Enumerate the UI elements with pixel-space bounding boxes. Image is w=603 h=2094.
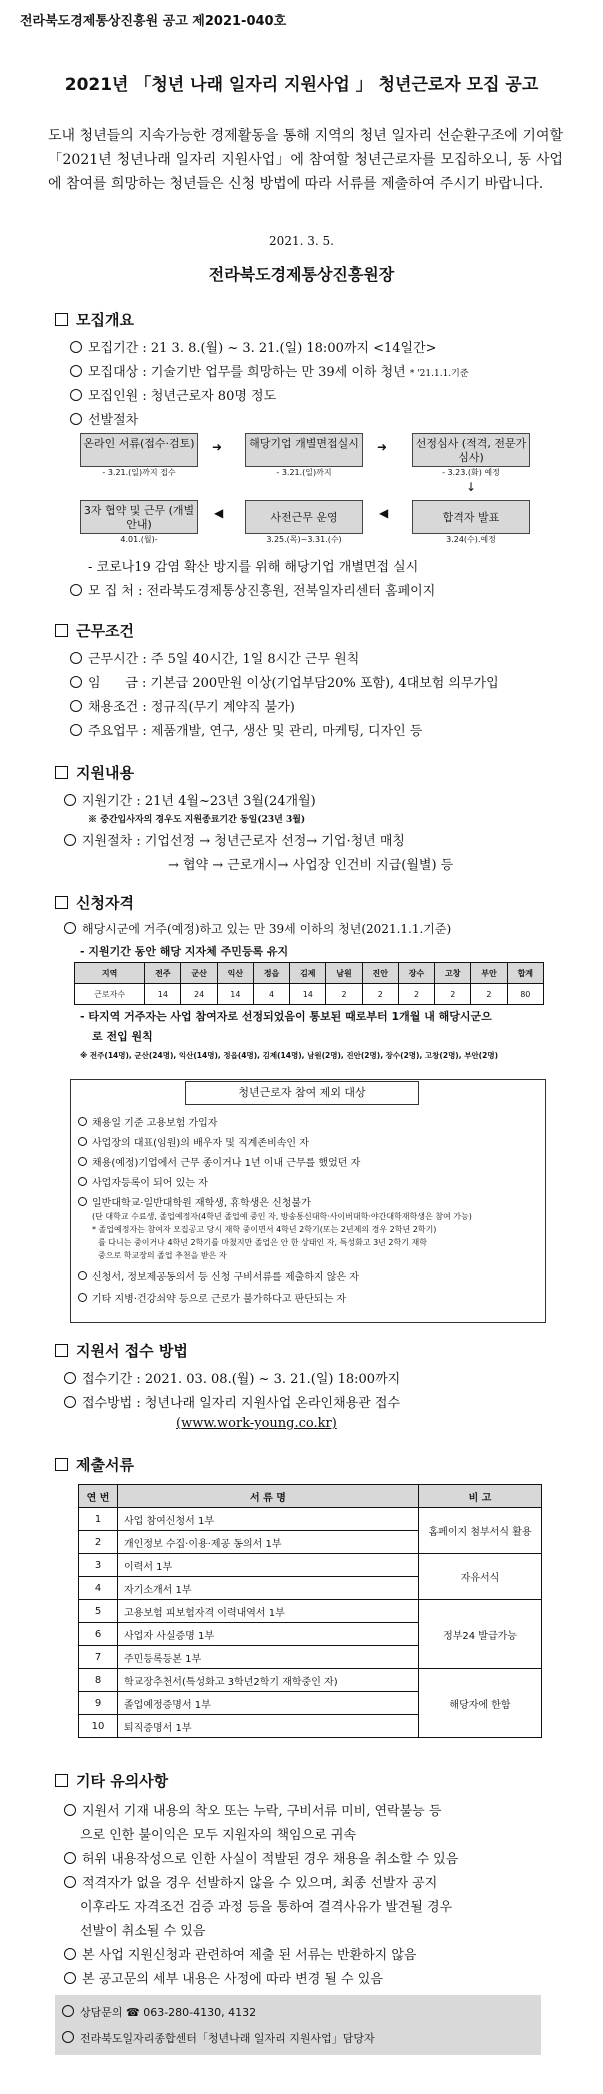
table-cell: 2 [435, 984, 471, 1005]
condition-hours: 근무시간 : 주 5일 40시간, 1일 8시간 근무 원칙 [70, 648, 359, 667]
flow-step-agreement-note: 4.01.(월)- [120, 535, 158, 544]
flow-step-interview: 해당기업 개별면접실시 [245, 433, 363, 467]
table-row [75, 984, 544, 1005]
table-row: 2 개인정보 수집·이용·제공 동의서 1부 [79, 1531, 542, 1554]
section-documents: 제출서류 [55, 1454, 134, 1475]
page-title: 2021년 「청년 나래 일자리 지원사업 」 청년근로자 모집 공고 [64, 75, 539, 95]
note-item: 허위 내용작성으로 인한 사실이 적발된 경우 채용을 취소할 수 있음 [64, 1848, 458, 1867]
section-recruit-overview: 모집개요 [55, 309, 134, 330]
support-period-note: ※ 중간입사자의 경우도 지원종료기간 동일(23년 3월) [88, 815, 306, 825]
remark-cell: 자유서식 [419, 1554, 542, 1600]
table-header-cell: 정읍 [253, 963, 289, 984]
support-process-cont: → 협약 → 근로개시→ 사업장 인건비 지급(월별) 등 [168, 858, 454, 873]
arrow-right-icon: ➜ [377, 440, 388, 454]
table-header-cell: 부안 [471, 963, 507, 984]
exclusion-note: (단 대학교 수료생, 졸업예정자(4학년 졸업예 중인 자, 방송통신대학·사이버대학·야간대학재학생은 참여 가능) [92, 1212, 472, 1221]
table-cell: 14 [145, 984, 181, 1005]
table-cell: 근로자수 [75, 984, 145, 1005]
table-row: 3 이력서 1부 자유서식 [79, 1554, 542, 1577]
notice-number: 전라북도경제통상진흥원 공고 제2021-040호 [20, 14, 287, 29]
table-header-cell: 비 고 [419, 1485, 542, 1508]
eligibility-relocation-cont: 로 전입 원칙 [92, 1030, 153, 1043]
table-header-cell: 합계 [507, 963, 543, 984]
table-row: 10 퇴직증명서 1부 [79, 1715, 542, 1738]
support-period: 지원기간 : 21년 4월~23년 3월(24개월) [64, 790, 316, 809]
table-cell: 14 [290, 984, 326, 1005]
flow-step-online-note: - 3.21.(일)까지 접수 [102, 468, 176, 477]
table-cell: 80 [507, 984, 543, 1005]
table-header-cell: 연 번 [79, 1485, 118, 1508]
section-work-conditions: 근무조건 [55, 620, 134, 641]
exclusion-item: 일반대학교·일반대학원 재학생, 휴학생은 신청불가 [78, 1194, 311, 1209]
table-header-cell: 서 류 명 [118, 1485, 419, 1508]
note-item: 본 공고문의 세부 내용은 사정에 따라 변경 될 수 있음 [64, 1968, 383, 1987]
exclusion-item: 채용일 기준 고용보험 가입자 [78, 1114, 217, 1129]
eligibility-relocation: - 타지역 거주자는 사업 참여자로 선정되었음이 통보된 때로부터 1개월 내 해당시군으 [80, 1010, 492, 1023]
note-item-cont: 선발이 취소될 수 있음 [80, 1924, 206, 1939]
application-period: 접수기간 : 2021. 03. 08.(월) ~ 3. 21.(일) 18:00까지 [64, 1368, 400, 1387]
flow-step-review: 선정심사 (적격, 전문가심사) [412, 433, 530, 467]
section-application: 지원서 접수 방법 [55, 1340, 188, 1361]
arrow-down-icon: ↓ [466, 480, 477, 494]
eligibility-region-counts: ※ 전주(14명), 군산(24명), 익산(14명), 정읍(4명), 김제(14명), 남원(2명), 진안(2명), 장수(2명), 고창(2명), 부안(2명) [80, 1051, 499, 1060]
recruit-count: 모집인원 : 청년근로자 80명 정도 [70, 385, 276, 404]
table-cell: 2 [398, 984, 434, 1005]
table-header-cell: 군산 [181, 963, 217, 984]
flow-step-interview-note: - 3.21.(일)까지 [276, 468, 332, 477]
table-header-cell: 익산 [217, 963, 253, 984]
section-support: 지원내용 [55, 762, 134, 783]
arrow-right-icon: ➜ [212, 440, 223, 454]
exclusion-note: 를 다니는 중이거나 4학년 2학기를 마쳤지만 졸업은 안 한 상태인 자, 특성화고 3년 2학기 재학 [98, 1238, 427, 1247]
table-cell: 2 [326, 984, 362, 1005]
condition-employment: 채용조건 : 정규직(무기 계약직 불가) [70, 696, 295, 715]
table-header-cell: 전주 [145, 963, 181, 984]
table-cell: 2 [471, 984, 507, 1005]
section-notes: 기타 유의사항 [55, 1770, 168, 1791]
table-header-row [75, 963, 544, 984]
exclusion-note: * 졸업예정자는 참여자 모집공고 당시 재학 중이면서 4학년 2학기(또는 2년제의 경우 2학년 2학기) [92, 1225, 437, 1234]
table-row: 9 졸업예정증명서 1부 [79, 1692, 542, 1715]
intro-paragraph: 도내 청년들의 지속가능한 경제활동을 통해 지역의 청년 일자리 선순환구조에 기여할 「2021년 청년나래 일자리 지원사업」에 참여할 청년근로자를 모집하오니, 동 사업에 참여를 희망하는 청년들은 신청 방법에 따라 서류를 제출하여 주시기 바랍니다. [48, 128, 563, 192]
flow-step-agreement: 3자 협약 및 근무 (개별안내) [80, 500, 198, 534]
flow-step-announce: 합격자 발표 [412, 500, 530, 534]
region-quota-table [74, 962, 544, 1005]
exclusion-item: 사업장의 대표(임원)의 배우자 및 직계존비속인 자 [78, 1134, 309, 1149]
table-header-cell: 지역 [75, 963, 145, 984]
application-url-link[interactable]: (www.work-young.co.kr) [176, 1416, 337, 1431]
exclusion-title: 청년근로자 참여 제외 대상 [185, 1081, 419, 1105]
application-method: 접수방법 : 청년나래 일자리 지원사업 온라인채용관 접수 [64, 1392, 400, 1411]
table-row: 5 고용보험 피보험자격 이력내역서 1부 정부24 발급가능 [79, 1600, 542, 1623]
recruit-period: 모집기간 : 21 3. 8.(월) ~ 3. 21.(일) 18:00까지 <14일간> [70, 337, 437, 356]
documents-table [78, 1484, 542, 1738]
table-cell: 2 [362, 984, 398, 1005]
exclusion-item: 채용(예정)기업에서 근무 종이거나 1년 이내 근무를 했었던 자 [78, 1154, 360, 1169]
arrow-left-icon: ◀ [379, 506, 389, 520]
remark-cell: 홈페이지 첨부서식 활용 [419, 1508, 542, 1554]
table-header-cell: 장수 [398, 963, 434, 984]
exclusion-note: 중으로 학교장의 졸업 추천을 받은 자 [98, 1251, 227, 1260]
note-item: 지원서 기재 내용의 착오 또는 누락, 구비서류 미비, 연락불능 등 [64, 1800, 441, 1819]
flow-step-online: 온라인 서류(접수·검토) [80, 433, 198, 467]
table-header-cell: 진안 [362, 963, 398, 984]
table-header-cell: 고창 [435, 963, 471, 984]
announcement-date: 2021. 3. 5. [269, 234, 334, 248]
arrow-left-icon: ◀ [214, 506, 224, 520]
table-header-row [79, 1485, 542, 1508]
exclusion-item: 신청서, 정보제공동의서 등 신청 구비서류를 제출하지 않은 자 [78, 1268, 359, 1283]
note-item: 본 사업 지원신청과 관련하여 제출 된 서류는 반환하지 않음 [64, 1944, 416, 1963]
table-row: 7 주민등록등본 1부 [79, 1646, 542, 1669]
covid-note: - 코로나19 감염 확산 방지를 위해 해당기업 개별면접 실시 [88, 560, 419, 575]
table-header-cell: 김제 [290, 963, 326, 984]
condition-wage: 임 금 : 기본급 200만원 이상(기업부담20% 포함), 4대보험 의무가입 [70, 672, 499, 691]
note-item-cont: 으로 인한 불이익은 모두 지원자의 책임으로 귀속 [80, 1828, 356, 1843]
flow-step-announce-note: 3.24(수).예정 [446, 535, 496, 544]
remark-cell: 정부24 발급가능 [419, 1600, 542, 1669]
table-row: 4 자기소개서 1부 [79, 1577, 542, 1600]
flow-step-review-note: - 3.23.(화) 예정 [442, 468, 500, 477]
condition-duties: 주요업무 : 제품개발, 연구, 생산 및 관리, 마케팅, 디자인 등 [70, 720, 422, 739]
remark-cell: 해당자에 한함 [419, 1669, 542, 1738]
support-process: 지원절차 : 기업선정 → 청년근로자 선정→ 기업·청년 매칭 [64, 830, 405, 849]
recruit-target: 모집대상 : 기술기반 업무를 희망하는 만 39세 이하 청년 * '21.1.1.기준 [70, 361, 469, 380]
section-eligibility: 신청자격 [55, 892, 134, 913]
eligibility-registration: - 지원기간 동안 해당 지자체 주민등록 유지 [80, 945, 289, 958]
flow-step-pre-work: 사전근무 운영 [245, 500, 363, 534]
note-item: 적격자가 없을 경우 선발하지 않을 수 있으며, 최종 선발자 공지 [64, 1872, 437, 1891]
contact-phone: 상담문의 ☎ 063-280-4130, 4132 [62, 2004, 256, 2020]
table-row: 1 사업 참여신청서 1부 홈페이지 첨부서식 활용 [79, 1508, 542, 1531]
table-cell: 14 [217, 984, 253, 1005]
contact-department: 전라북도일자리종합센터「청년나래 일자리 지원사업」담당자 [62, 2030, 375, 2046]
table-cell: 4 [253, 984, 289, 1005]
eligibility-residence: 해당시군에 거주(예정)하고 있는 만 39세 이하의 청년(2021.1.1.기준) [64, 920, 451, 937]
issuer: 전라북도경제통상진흥원장 [208, 265, 395, 284]
exclusion-item: 사업자등록이 되어 있는 자 [78, 1174, 208, 1189]
table-row: 8 학교장추천서(특성화고 3학년2학기 재학중인 자) 해당자에 한함 [79, 1669, 542, 1692]
flow-step-pre-work-note: 3.25.(목)~3.31.(수) [266, 535, 342, 544]
table-header-cell: 남원 [326, 963, 362, 984]
exclusion-item: 기타 지병·건강쇠약 등으로 근로가 불가하다고 판단되는 자 [78, 1290, 346, 1305]
table-cell: 24 [181, 984, 217, 1005]
recruit-office: 모 집 처 : 전라북도경제통상진흥원, 전북일자리센터 홈페이지 [70, 580, 435, 599]
table-row: 6 사업자 사실증명 1부 [79, 1623, 542, 1646]
selection-process-label: 선발절차 [70, 409, 138, 428]
note-item-cont: 이후라도 자격조건 검증 과정 등을 통하여 결격사유가 발견될 경우 [80, 1900, 453, 1915]
